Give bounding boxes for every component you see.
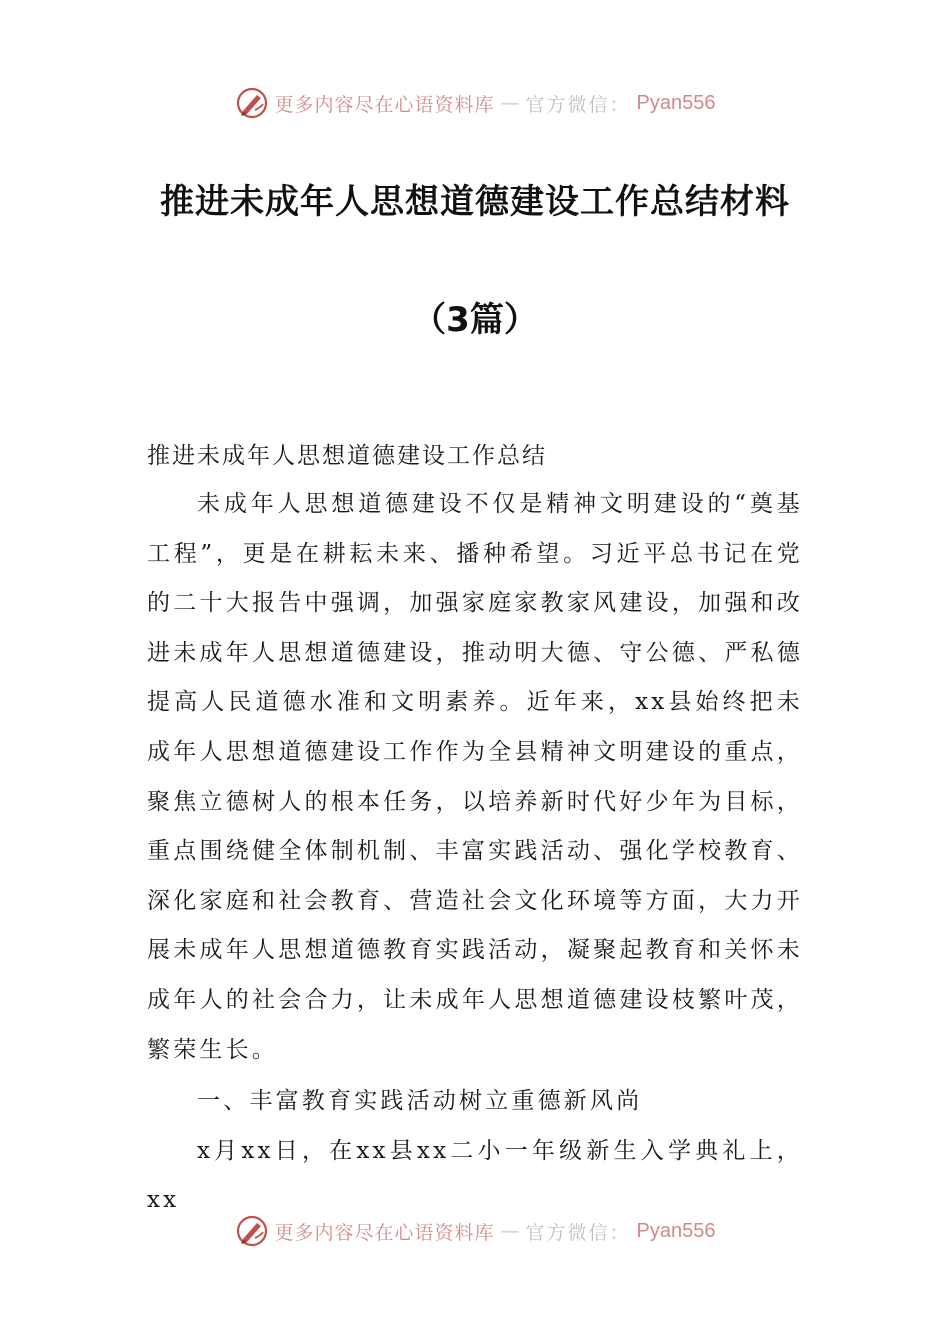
- wechat-label: 官方微信：: [525, 93, 631, 116]
- wechat-id: Pyan556: [636, 1219, 716, 1242]
- wechat-label: 官方微信：: [525, 1221, 631, 1244]
- sub-heading: 一、丰富教育实践活动树立重德新风尚: [197, 1088, 643, 1115]
- pen-logo-icon: [235, 1214, 269, 1248]
- promo-banner-top[interactable]: [0, 83, 950, 123]
- promo-text: 更多内容尽在心语资料库: [274, 93, 495, 116]
- pen-logo-icon: [235, 86, 269, 120]
- promo-banner-bottom[interactable]: [0, 1211, 950, 1251]
- body-paragraph: 未成年人思想道德建设不仅是精神文明建设的“奠基工程”，更是在耕耘未来、播种希望。习近平总书记在党的二十大报告中强调，加强家庭家教家风建设，加强和改进未成年人思想道德建设，推动明大德、守公德、严私德提高人民道德水准和文明素养。近年来，xx县始终把未成年人思想道德建设工作作为全县精神文明建设的重点，聚焦立德树人的根本任务，以培养新时代好少年为目标，重点围绕健全体制机制、丰富实践活动、强化学校教育、深化家庭和社会教育、营造社会文化环境等方面，大力开展未成年人思想道德教育实践活动，凝聚起教育和关怀未成年人的社会合力，让未成年人思想道德建设枝繁叶茂，繁荣生长。: [147, 491, 803, 1063]
- promo-text: 更多内容尽在心语资料库: [274, 1221, 495, 1244]
- promo-dash: —: [500, 1220, 520, 1242]
- body-paragraph: x月xx日，在xx县xx二小一年级新生入学典礼上，xx: [147, 1137, 803, 1214]
- document-subtitle: （3篇）: [412, 300, 538, 340]
- wechat-id: Pyan556: [636, 91, 716, 114]
- section-heading: 推进未成年人思想道德建设工作总结: [147, 443, 547, 469]
- document-body: [147, 480, 803, 1226]
- promo-dash: —: [500, 92, 520, 114]
- document-title: 推进未成年人思想道德建设工作总结材料: [160, 182, 790, 222]
